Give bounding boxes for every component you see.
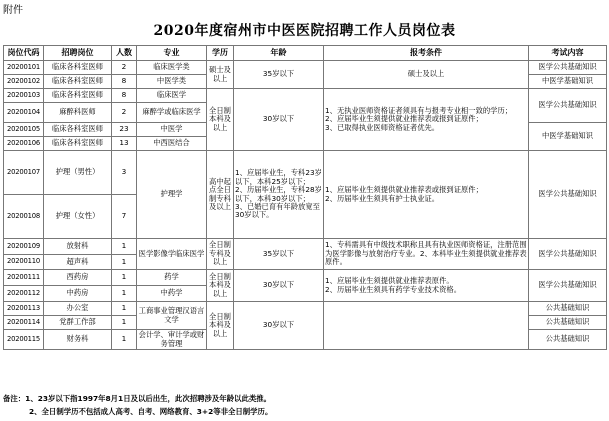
condition-line: 3、已取得执业医师资格证者优先。 <box>325 122 440 132</box>
col-header-code: 岗位代码 <box>4 46 44 61</box>
cell-education: 硕士及以上 <box>207 61 234 89</box>
cell-education: 全日制本科及以上 <box>207 302 234 350</box>
cell-exam: 公共基础知识 <box>529 330 607 350</box>
cell-major: 临床医学类 <box>137 61 207 75</box>
cell-count: 1 <box>112 330 137 350</box>
condition-line: 2、历届毕业生须具有护士执业证。 <box>325 193 440 203</box>
cell-education: 全日制本科及以上 <box>207 89 234 151</box>
cell-conditions <box>324 270 529 302</box>
cell-count: 1 <box>112 255 137 270</box>
cell-age <box>234 151 324 239</box>
page-title: 2020年度宿州市中医医院招聘工作人员岗位表 <box>153 23 456 39</box>
cell-code: 20200104 <box>4 103 44 123</box>
cell-major: 麻醉学或临床医学 <box>137 103 207 123</box>
cell-post: 财务科 <box>44 330 112 350</box>
cell-major: 中医学类 <box>137 75 207 89</box>
condition-line: 2、历届毕业生须具有药学专业技术资格。 <box>325 284 461 294</box>
cell-code: 20200103 <box>4 89 44 103</box>
col-header-exam: 考试内容 <box>529 46 607 61</box>
cell-code: 20200108 <box>4 195 44 239</box>
cell-count: 1 <box>112 270 137 286</box>
cell-code: 20200102 <box>4 75 44 89</box>
cell-post: 临床各科室医师 <box>44 123 112 137</box>
cell-count: 1 <box>112 302 137 316</box>
cell-code: 20200114 <box>4 316 44 330</box>
col-header-major: 专业 <box>137 46 207 61</box>
table-row <box>4 302 607 316</box>
cell-major: 医学影像学临床医学 <box>137 239 207 270</box>
age-line: 3、已婚已育有年龄放宽至30岁以下。 <box>235 201 320 220</box>
cell-count: 1 <box>112 286 137 302</box>
cell-count: 8 <box>112 89 137 103</box>
cell-code: 20200105 <box>4 123 44 137</box>
cell-major: 药学 <box>137 270 207 286</box>
cell-code: 20200115 <box>4 330 44 350</box>
cell-code: 20200113 <box>4 302 44 316</box>
cell-count: 13 <box>112 137 137 151</box>
cell-age: 30岁以下 <box>234 302 324 350</box>
cell-exam: 医学公共基础知识 <box>529 151 607 239</box>
table-header-row <box>4 46 607 61</box>
cell-conditions <box>324 89 529 151</box>
cell-major: 中医学 <box>137 123 207 137</box>
cell-code: 20200107 <box>4 151 44 195</box>
cell-count: 1 <box>112 239 137 255</box>
cell-post: 中药房 <box>44 286 112 302</box>
cell-post: 护理（男性） <box>44 151 112 195</box>
cell-post: 临床各科室医师 <box>44 61 112 75</box>
cell-exam: 医学公共基础知识 <box>529 239 607 270</box>
cell-post: 护理（女性） <box>44 195 112 239</box>
cell-count: 8 <box>112 75 137 89</box>
cell-major: 中药学 <box>137 286 207 302</box>
table-row <box>4 270 607 286</box>
cell-exam: 公共基础知识 <box>529 302 607 316</box>
cell-count: 2 <box>112 61 137 75</box>
cell-count: 7 <box>112 195 137 239</box>
cell-major: 工商事业管理汉语言文学 <box>137 302 207 330</box>
col-header-count: 人数 <box>112 46 137 61</box>
cell-code: 20200111 <box>4 270 44 286</box>
col-header-post: 招聘岗位 <box>44 46 112 61</box>
table-row <box>4 151 607 195</box>
cell-post: 临床各科室医师 <box>44 137 112 151</box>
cell-code: 20200110 <box>4 255 44 270</box>
cell-code: 20200101 <box>4 61 44 75</box>
col-header-education: 学历 <box>207 46 234 61</box>
cell-major: 护理学 <box>137 151 207 239</box>
cell-post: 办公室 <box>44 302 112 316</box>
cell-exam: 中医学基础知识 <box>529 75 607 89</box>
remarks <box>3 392 272 418</box>
age-line: 2、历届毕业生，专科28岁以下，本科30岁以下； <box>235 185 322 203</box>
cell-code: 20200112 <box>4 286 44 302</box>
cell-post: 放射科 <box>44 239 112 255</box>
cell-code: 20200109 <box>4 239 44 255</box>
cell-count: 23 <box>112 123 137 137</box>
cell-exam: 中医学基础知识 <box>529 123 607 151</box>
cell-post: 麻醉科医师 <box>44 103 112 123</box>
cell-post: 西药房 <box>44 270 112 286</box>
age-line: 1、应届毕业生，专科23岁以下，本科25岁以下； <box>235 168 322 186</box>
cell-conditions <box>324 151 529 239</box>
condition-line: 1、无执业医师资格证者须具有与报考专业相一致的学历； <box>325 105 513 115</box>
condition-line: 1、应届毕业生须提供就业推荐表原件。 <box>325 276 454 286</box>
cell-exam: 医学公共基础知识 <box>529 61 607 75</box>
col-header-age: 年龄 <box>234 46 324 61</box>
cell-exam: 公共基础知识 <box>529 316 607 330</box>
condition-line: 2、应届毕业生须提供就业推荐表或报到证原件； <box>325 114 483 124</box>
table-row <box>4 61 607 75</box>
cell-age: 35岁以下 <box>234 61 324 89</box>
cell-education: 全日制专科及以上 <box>207 239 234 270</box>
cell-conditions <box>324 302 529 350</box>
col-header-conditions: 报考条件 <box>324 46 529 61</box>
cell-exam: 医学公共基础知识 <box>529 270 607 302</box>
remark-line: 2、全日制学历不包括成人高考、自考、网络教育、3+2等非全日制学历。 <box>29 407 273 416</box>
table-row <box>4 239 607 255</box>
cell-education: 高中起点全日制专科及以上 <box>207 151 234 239</box>
cell-age: 35岁以下 <box>234 239 324 270</box>
cell-conditions: 1、专科需具有中级技术职称且具有执业医师资格证，注册范围为医学影像与放射治疗专业。2、本科毕业生须提供就业推荐表原件。 <box>324 239 529 270</box>
cell-post: 临床各科室医师 <box>44 89 112 103</box>
remark-line: 备注：1、23岁以下指1997年8月1日及以后出生，此次招聘涉及年龄以此类推。 <box>3 394 272 403</box>
cell-code: 20200106 <box>4 137 44 151</box>
cell-count: 1 <box>112 316 137 330</box>
cell-major: 会计学、审计学或财务管理 <box>137 330 207 350</box>
positions-table <box>3 45 607 350</box>
cell-post: 超声科 <box>44 255 112 270</box>
cell-education: 全日制本科及以上 <box>207 270 234 302</box>
cell-major: 临床医学 <box>137 89 207 103</box>
condition-line: 1、应届毕业生须提供就业推荐表或报到证原件； <box>325 185 483 195</box>
cell-age: 30岁以下 <box>234 270 324 302</box>
cell-conditions: 硕士及以上 <box>324 61 529 89</box>
cell-post: 党群工作部 <box>44 316 112 330</box>
cell-age: 30岁以下 <box>234 89 324 151</box>
attachment-label: 附件 <box>3 5 23 16</box>
table-row <box>4 89 607 103</box>
cell-exam: 医学公共基础知识 <box>529 89 607 123</box>
cell-post: 临床各科室医师 <box>44 75 112 89</box>
cell-count: 3 <box>112 151 137 195</box>
cell-major: 中西医结合 <box>137 137 207 151</box>
cell-count: 2 <box>112 103 137 123</box>
